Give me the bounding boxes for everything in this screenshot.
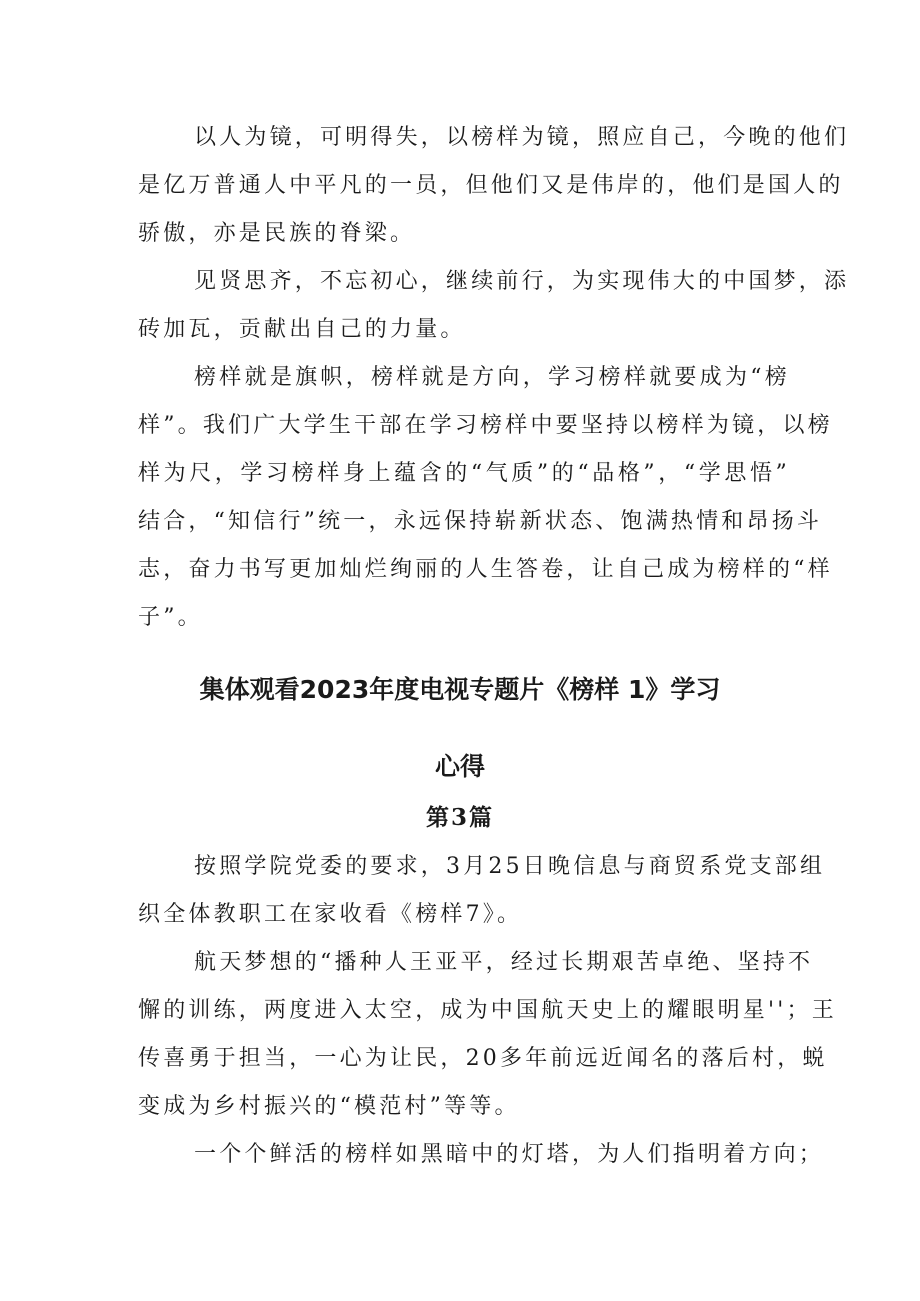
paragraph-line: 一个个鲜活的榜样如黑暗中的灯塔，为人们指明着方向；	[194, 1142, 825, 1167]
paragraph-line: 懈的训练，两度进入太空，成为中国航天史上的耀眼明星''；王	[138, 998, 837, 1023]
paragraph-line: 志，奋力书写更加灿烂绚丽的人生答卷，让自己成为榜样的“样	[138, 557, 833, 582]
paragraph-line: 变成为乡村振兴的“模范村”等等。	[138, 1094, 520, 1119]
paragraph-line: 见贤思齐，不忘初心，继续前行，为实现伟大的中国梦，添	[194, 269, 850, 294]
article-subtitle: 第3篇	[425, 804, 494, 831]
paragraph-line: 以人为镜，可明得失，以榜样为镜，照应自己，今晚的他们	[194, 125, 850, 150]
article-title-line-1: 集体观看2023年度电视专题片《榜样 1》学习	[199, 675, 721, 704]
paragraph-line: 子”。	[138, 605, 203, 630]
paragraph-line: 传喜勇于担当，一心为让民，20多年前远近闻名的落后村，蜕	[138, 1046, 828, 1071]
paragraph-line: 结合，“知信行”统一，永远保持崭新状态、饱满热情和昂扬斗	[138, 509, 823, 534]
paragraph-line: 砖加瓦，贡献出自己的力量。	[138, 317, 466, 342]
paragraph-line: 榜样就是旗帜，榜样就是方向，学习榜样就要成为“榜	[194, 365, 790, 390]
paragraph-line: 骄傲，亦是民族的脊梁。	[138, 221, 416, 246]
paragraph-line: 按照学院党委的要求，3月25日晚信息与商贸系党支部组	[194, 854, 826, 879]
paragraph-line: 样为尺，学习榜样身上蕴含的“气质”的“品格”，“学思悟”	[138, 461, 790, 486]
paragraph-line: 是亿万普通人中平凡的一员，但他们又是伟岸的，他们是国人的	[138, 173, 844, 198]
paragraph-line: 样”。我们广大学生干部在学习榜样中要坚持以榜样为镜，以榜	[138, 413, 833, 438]
article-title-line-2: 心得	[434, 752, 485, 781]
paragraph-line: 航天梦想的“播种人王亚平，经过长期艰苦卓绝、坚持不	[194, 950, 814, 975]
paragraph-line: 织全体教职工在家收看《榜样7》。	[138, 902, 523, 927]
